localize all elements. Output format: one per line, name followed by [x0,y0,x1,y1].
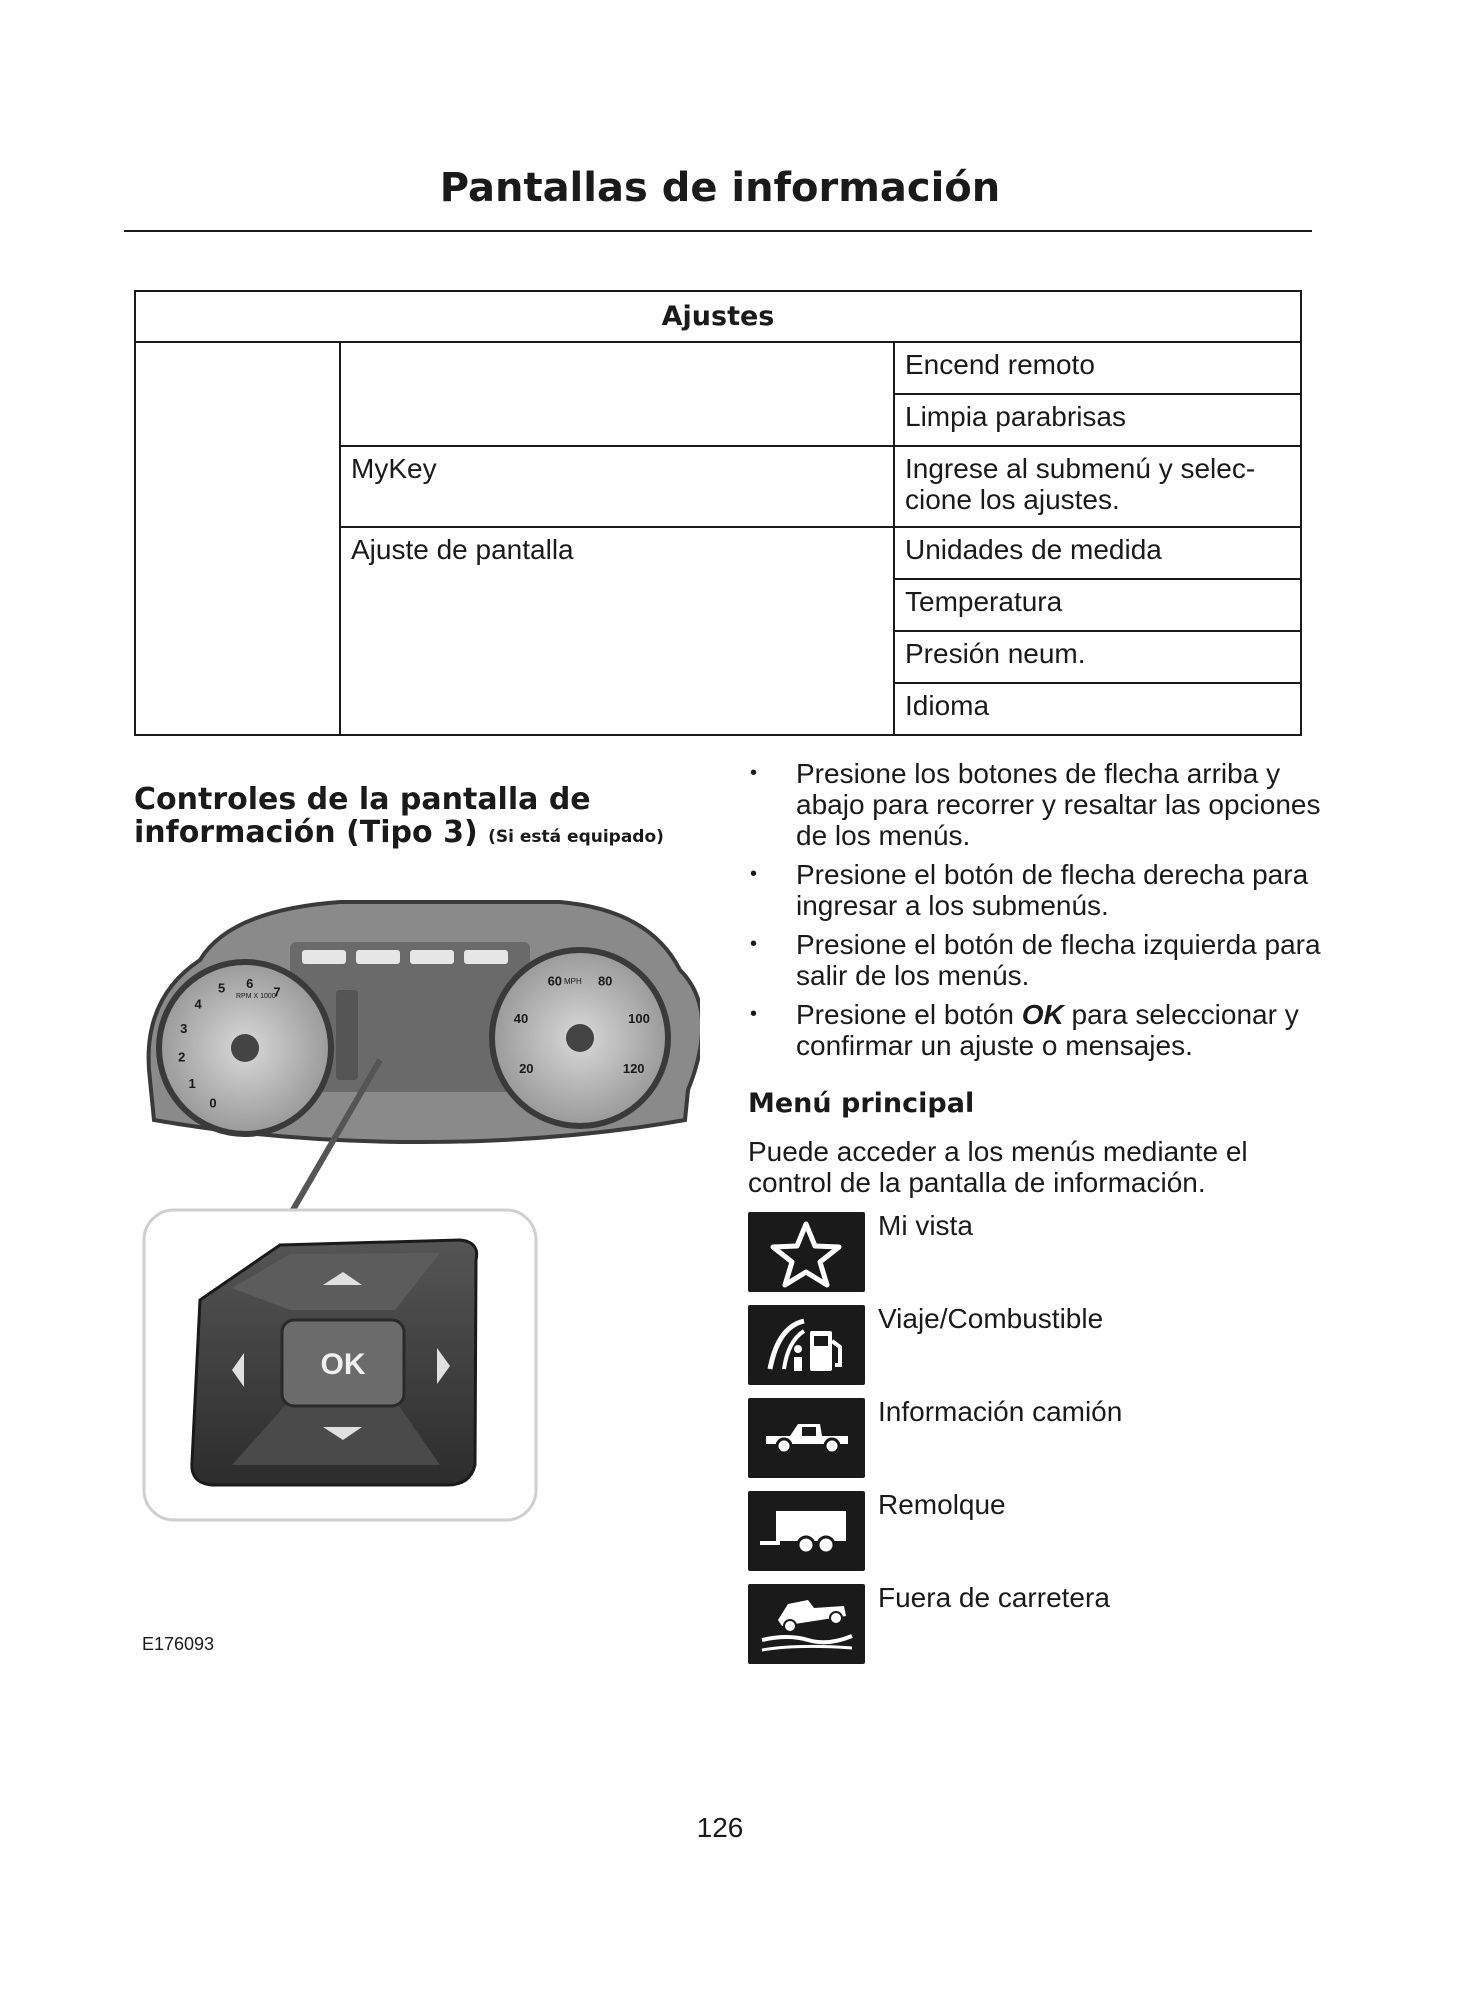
list-item-text [796,999,1299,1061]
title-divider [124,230,1312,232]
list-item-text: Presione el botón de flecha derecha para ingresar a los submenús. [796,859,1309,921]
menu-item-label: Viaje/Combustible [878,1303,1104,1334]
menu-item-label: Remolque [878,1489,1006,1520]
gauge-tick-label: 60 [547,973,563,989]
list-item [750,859,1330,921]
tachometer-hub [231,1034,259,1062]
gauge-tick-label: 80 [597,973,613,989]
main-menu-heading: Menú principal [748,1088,975,1119]
instrument-cluster-illustration [140,880,700,1600]
instruction-list [750,758,1330,1069]
gauge-tick-label: 120 [622,1061,645,1076]
ok-label: OK [320,1348,366,1381]
list-item [750,758,1330,851]
speedometer-hub [566,1024,594,1052]
truck-icon [748,1398,865,1478]
list-item-text: Presione el botón de flecha izquierda para salir de los menús. [796,929,1321,991]
table-empty-cell [135,342,340,735]
table-cell: Idioma [894,683,1301,735]
gauge-tick-label: 1 [188,1076,196,1092]
trailer-icon [748,1491,865,1571]
gauge-tick-label: 5 [217,980,226,996]
list-item-text-post: para seleccionar y confirmar un ajuste o mensajes. [796,999,1299,1061]
table-cell: Ingrese al submenú y selec-cione los ajustes. [894,446,1301,527]
gauge-tick-label: 100 [628,1010,650,1026]
list-item-text: Presione los botones de flecha arriba y abajo para recorrer y resaltar las opciones de los menús. [796,758,1321,851]
gauge-tick-label: 20 [519,1061,534,1076]
bullet-glyph: • [750,863,758,885]
star-icon [748,1212,865,1292]
gauge-tick-label: 3 [180,1021,188,1037]
list-item-text-pre: Presione el botón [796,999,1022,1030]
gauge-tick-label: 4 [194,996,202,1012]
section-heading-note: (Si está equipado) [488,827,664,847]
gauge-tick-label: 7 [273,984,281,1000]
table-empty-cell [340,342,894,446]
gauge-tick-label: 6 [246,976,254,992]
section-heading-line1: Controles de la pantalla de [134,782,591,817]
section-heading-line2-text: información (Tipo 3) [134,815,478,850]
table-cell: Presión neum. [894,631,1301,683]
table-cell: Encend remoto [894,342,1301,394]
table-cell: Ajuste de pantalla [340,527,894,735]
table-cell: MyKey [340,446,894,527]
table-cell: Temperatura [894,579,1301,631]
gauge-tick-label: 2 [178,1049,186,1065]
menu-item-label: Información camión [878,1396,1123,1427]
menu-item-label: Fuera de carretera [878,1582,1110,1613]
main-menu-intro: Puede acceder a los menús mediante el control de la pantalla de información. [748,1136,1248,1198]
bullet-glyph: • [750,1003,758,1025]
page-title: Pantallas de información [439,165,1001,211]
menu-item-label: Mi vista [878,1210,973,1241]
settings-table [134,290,1302,736]
bullet-glyph: • [750,933,758,955]
bullet-glyph: • [750,762,758,784]
fuel-icon [748,1305,865,1385]
table-row [135,342,1301,394]
table-header-row [135,291,1301,342]
ok-emphasis: OK [1021,999,1064,1030]
table-cell: Limpia parabrisas [894,394,1301,446]
list-item [750,929,1330,991]
gauge-tick-label: 40 [513,1010,529,1026]
table-header: Ajustes [135,291,1301,342]
tachometer-unit: RPM X 1000 [236,993,276,1000]
speedometer-unit: MPH [564,977,582,986]
figure-code: E176093 [142,1634,215,1654]
page-number: 126 [696,1812,744,1843]
section-heading [134,783,664,854]
off-road-icon [748,1584,865,1664]
section-heading-line2 [134,816,664,854]
table-cell: Unidades de medida [894,527,1301,579]
list-item [750,999,1330,1061]
fuel-gauge-strip [336,990,358,1080]
gauge-tick-label: 0 [209,1095,217,1111]
